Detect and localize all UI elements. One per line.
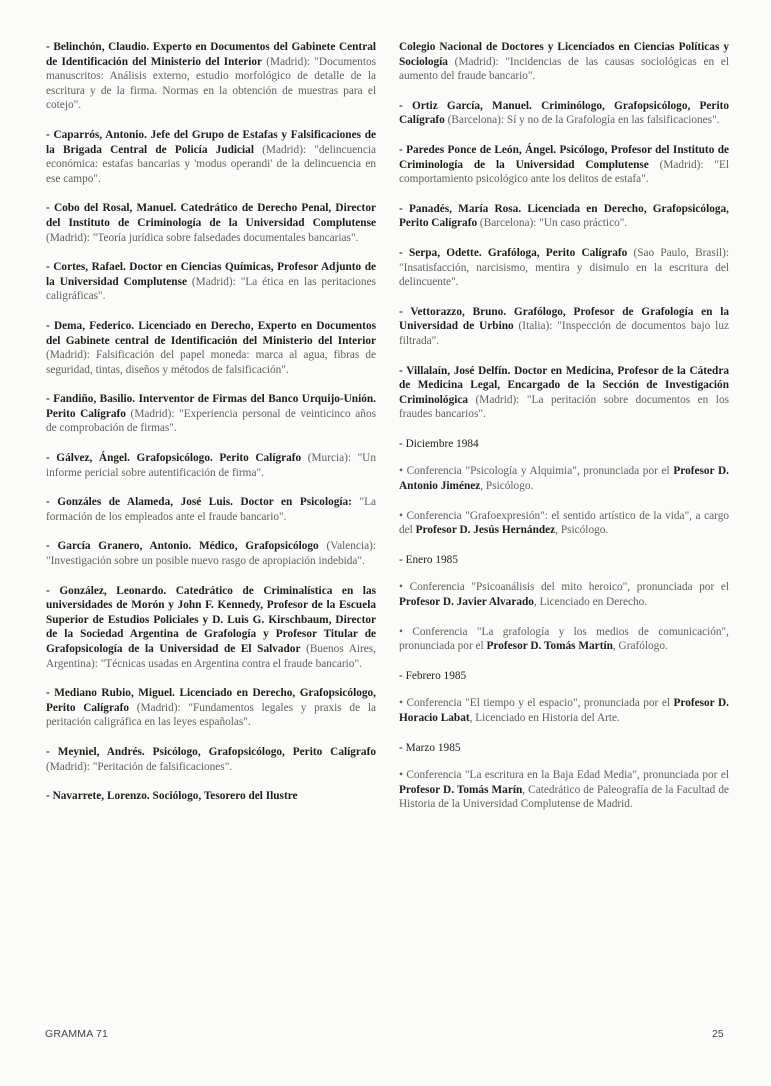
speaker-name: - Navarrete, Lorenzo. Sociólogo, Tesorero del Ilustre bbox=[46, 790, 298, 803]
conference-entry bbox=[399, 464, 729, 493]
speaker-entry bbox=[46, 539, 376, 568]
speaker-name: - Dema, Federico. Licenciado en Derecho, Experto en Documentos del Gabinete central de Identificación del Ministerio del Interior bbox=[46, 319, 376, 347]
speaker-entry bbox=[46, 745, 376, 774]
speaker-entry bbox=[46, 201, 376, 245]
speaker-entry bbox=[46, 495, 376, 524]
lecturer-role: , Psicólogo. bbox=[480, 480, 534, 493]
conference-title: • Conferencia "Psicoanálisis del mito heroico", pronunciada por el bbox=[399, 581, 729, 594]
talk-description: (Madrid): "Fundamentos legales y praxis de la peritación caligráfica en las leyes españolas". bbox=[46, 701, 376, 729]
speaker-entry bbox=[399, 40, 729, 84]
conference-title: • Conferencia "La grafología y los medios de comunicación", pronunciada por el bbox=[399, 625, 729, 653]
conference-entry bbox=[399, 768, 729, 812]
footer-page-number: 25 bbox=[712, 1028, 724, 1040]
talk-description: (Madrid): "Experiencia personal de veinticinco años de comprobación de firmas". bbox=[46, 407, 377, 435]
date-heading: - Diciembre 1984 bbox=[399, 437, 479, 450]
speaker-name: - Cortes, Rafael. Doctor en Ciencias Químicas, Profesor Adjunto de la Universidad Complutense bbox=[46, 261, 376, 288]
talk-description: (Madrid): Falsificación del papel moneda: marca al agua, fibras de seguridad, tintas, diseños y métodos de falsificación". bbox=[46, 349, 376, 376]
speaker-entry bbox=[46, 686, 376, 730]
lecturer-role: , Psicólogo. bbox=[555, 524, 609, 537]
lecturer-name: Profesor D. Jesús Hernández bbox=[415, 524, 556, 537]
lecturer-role: , Licenciado en Derecho. bbox=[533, 596, 648, 609]
speaker-entry bbox=[46, 128, 376, 186]
talk-description: "La formación de los empleados ante el fraude bancario". bbox=[46, 496, 376, 523]
speaker-name: - Villalaín, José Delfín. Doctor en Medicina, Profesor de la Cátedra de Medicina Legal, Encargado de la Sección de Investigación Criminológica bbox=[399, 364, 729, 406]
speaker-name: - Ortiz García, Manuel. Criminólogo, Grafopsicólogo, Perito Calígrafo bbox=[399, 99, 729, 127]
speaker-name: - Gonzáles de Alameda, José Luis. Doctor en Psicología: bbox=[46, 496, 352, 509]
right-column bbox=[399, 40, 729, 827]
talk-description: (Madrid): "delincuencia económica: estafas bancarias y 'modus operandi' de la delincuencia en ese campo". bbox=[46, 143, 376, 185]
date-heading: - Marzo 1985 bbox=[399, 741, 461, 754]
date-heading: - Febrero 1985 bbox=[399, 669, 467, 682]
lecturer-role: , Grafólogo. bbox=[612, 640, 668, 653]
conference-title: • Conferencia "La escritura en la Baja Edad Media", pronunciada por el bbox=[399, 769, 729, 782]
talk-description: (Barcelona): "Un caso práctico". bbox=[477, 217, 628, 230]
lecturer-name: Profesor D. Antonio Jiménez bbox=[399, 465, 729, 493]
footer-journal-title: GRAMMA 71 bbox=[45, 1028, 109, 1040]
speaker-entry bbox=[399, 99, 729, 128]
talk-description: (Buenos Aires, Argentina): "Técnicas usadas en Argentina contra el fraude bancario". bbox=[46, 643, 376, 670]
lecturer-name: Profesor D. Horacio Labat bbox=[399, 697, 729, 724]
lecturer-name: Profesor D. Tomás Martín bbox=[486, 640, 613, 653]
speaker-name: - Caparrós, Antonio. Jefe del Grupo de Estafas y Falsificaciones de la Brigada Central de Policía Judicial bbox=[46, 128, 376, 156]
speaker-entry bbox=[399, 143, 729, 187]
left-column bbox=[46, 40, 376, 819]
speaker-entry bbox=[46, 789, 376, 804]
lecturer-name: Profesor D. Tomás Marín bbox=[399, 783, 523, 796]
conference-entry bbox=[399, 625, 729, 654]
conference-entry bbox=[399, 696, 729, 725]
speaker-name: - Panadés, María Rosa. Licenciada en Derecho, Grafopsicóloga, Perito Calígrafo bbox=[399, 202, 729, 230]
speaker-entry bbox=[46, 584, 376, 672]
speaker-name: - García Granero, Antonio. Médico, Grafopsicólogo bbox=[46, 540, 319, 553]
talk-description: (Madrid): "Documentos manuscritos: Análisis externo, estudio morfológico de detalle de la escritura y de la firma. Normas en la obtención de muestras para el cotejo". bbox=[46, 55, 377, 112]
speaker-name: - Meyniel, Andrés. Psicólogo, Grafopsicólogo, Perito Calígrafo bbox=[46, 745, 376, 758]
lecturer-role: , Catedrático de Paleografía de la Facultad de Historia de la Universidad Complutense de Madrid. bbox=[399, 783, 730, 811]
talk-description: (Madrid): "Teoría jurídica sobre falsedades documentales bancarias". bbox=[46, 231, 359, 244]
date-heading: - Enero 1985 bbox=[399, 553, 458, 566]
speaker-name: - Serpa, Odette. Grafóloga, Perito Calígrafo bbox=[399, 246, 628, 259]
talk-description: (Madrid): "La peritación sobre documentos en los fraudes bancarios". bbox=[399, 393, 729, 421]
speaker-name: - González, Leonardo. Catedrático de Criminalística en las universidades de Morón y John F. Kennedy, Profesor de la Escuela Superior de Estudios Policiales y D. Luis G. Kirschbaum, Director de la Sociedad Argentina de Grafología y Profesor Titular de Grafopsicología de la Universidad de El Salvador bbox=[46, 584, 376, 655]
talk-description: (Madrid): "Incidencias de las causas sociológicas en el aumento del fraude bancario". bbox=[399, 55, 729, 83]
talk-description: (Murcia): "Un informe pericial sobre autentificación de firma". bbox=[46, 452, 376, 479]
speaker-name: - Belinchón, Claudio. Experto en Documentos del Gabinete Central de Identificación del Ministerio del Interior bbox=[46, 41, 376, 68]
speaker-entry bbox=[46, 319, 376, 377]
lecturer-role: , Licenciado en Historia del Arte. bbox=[469, 712, 620, 724]
speaker-name: - Fandiño, Basilio. Interventor de Firmas del Banco Urquijo-Unión. Perito Calígrafo bbox=[46, 393, 376, 420]
conference-title: • Conferencia "Grafoexpresión": el sentido artístico de la vida", a cargo del bbox=[399, 509, 729, 537]
speaker-entry bbox=[399, 305, 729, 349]
lecturer-name: Profesor D. Javier Alvarado bbox=[399, 596, 534, 609]
conference-title: • Conferencia "El tiempo y el espacio", pronunciada por el bbox=[399, 697, 674, 710]
talk-description: (Sao Paulo, Brasil): "Insatisfacción, narcisismo, mentira y disimulo en la escritura del delincuente". bbox=[399, 246, 729, 289]
talk-description: (Barcelona): Sí y no de la Grafología en las falsificaciones". bbox=[444, 114, 720, 127]
talk-description: (Madrid): "La ética en las peritaciones caligráficas". bbox=[46, 275, 376, 303]
speaker-name: - Mediano Rubio, Miguel. Licenciado en Derecho, Grafopsicólogo, Perito Calígrafo bbox=[46, 687, 376, 714]
talk-description: (Madrid): "El comportamiento psicológico ante los delitos de estafa". bbox=[399, 158, 729, 186]
talk-description: (Valencia): "Investigación sobre un posible nuevo rasgo de apropiación indebida". bbox=[46, 540, 376, 568]
speaker-entry bbox=[399, 202, 729, 231]
conference-entry bbox=[399, 509, 729, 538]
speaker-entry bbox=[46, 260, 376, 304]
conference-title: • Conferencia "Psicología y Alquimia", pronunciada por el bbox=[399, 465, 674, 478]
speaker-entry bbox=[46, 40, 376, 113]
speaker-entry bbox=[46, 451, 376, 480]
speaker-entry bbox=[46, 392, 376, 436]
conference-entry bbox=[399, 580, 729, 609]
speaker-name: - Paredes Ponce de León, Ángel. Psicólogo, Profesor del Instituto de Criminología de la Universidad Complutense bbox=[399, 143, 729, 171]
speaker-name: - Gálvez, Ángel. Grafopsicólogo. Perito Calígrafo bbox=[46, 452, 302, 465]
speaker-name: Colegio Nacional de Doctores y Licenciados en Ciencias Políticas y Sociología bbox=[399, 41, 729, 68]
speaker-entry bbox=[399, 246, 729, 290]
talk-description: (Madrid): "Peritación de falsificaciones". bbox=[46, 760, 233, 773]
speaker-entry bbox=[399, 364, 729, 422]
speaker-name: - Cobo del Rosal, Manuel. Catedrático de Derecho Penal, Director del Instituto de Criminología de la Universidad Complutense bbox=[46, 202, 376, 229]
talk-description: (Italia): "Inspección de documentos bajo luz filtrada". bbox=[399, 320, 729, 347]
speaker-name: - Vettorazzo, Bruno. Grafólogo, Profesor de Grafología en la Universidad de Urbino bbox=[399, 305, 729, 333]
